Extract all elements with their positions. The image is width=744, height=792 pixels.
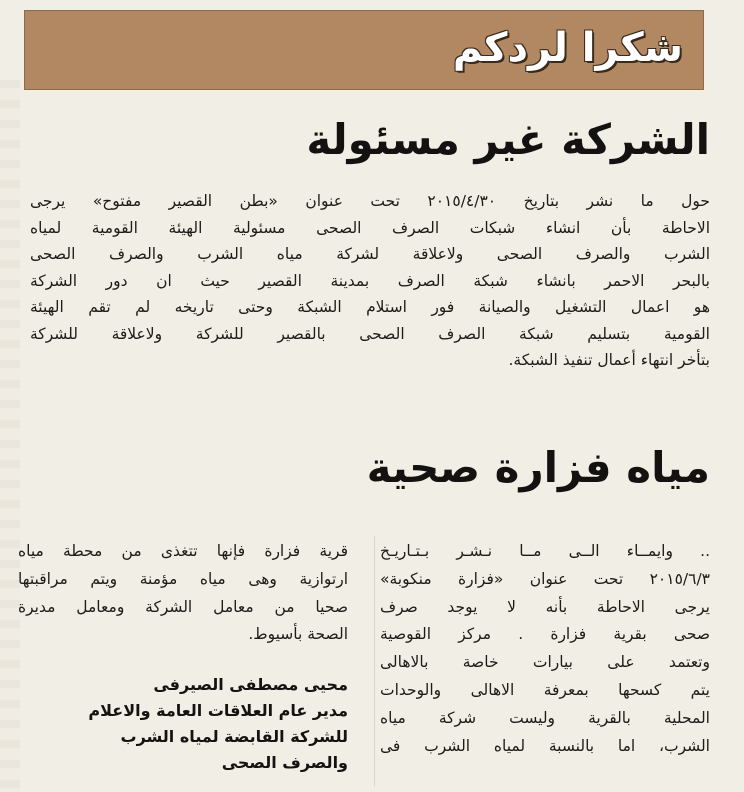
signature-name: محيى مصطفى الصيرفى (153, 675, 348, 694)
article2-line: وتعتمد على بيارات خاصة بالاهالى (380, 653, 710, 672)
section-title: شكرا لردكم (452, 25, 683, 71)
article2-headline: مياه فزارة صحية (366, 443, 710, 492)
article1-line: الاحاطة بأن انشاء شبكات الصرف الصحى مسئولية الهيئة القومية لمياه (30, 218, 710, 237)
article2-line: الشرب، اما بالنسبة لمياه الشرب فى (380, 736, 710, 755)
article2-line: ٢٠١٥/٦/٣ تحت عنوان «فزارة منكوبة» (380, 569, 710, 588)
column-divider (374, 536, 375, 786)
article2-line: صحى بقرية فزارة . مركز القوصية (380, 625, 710, 644)
show-through-strip (0, 80, 20, 792)
article1-body (30, 188, 710, 374)
article1-line: القومية بتسليم شبكة الصرف الصحى بالقصير للشركة ولاعلاقة للشركة (30, 324, 710, 343)
article1-line: بالبحر الاحمر بانشاء شبكة الصرف بمدينة القصير حيث ان دور الشركة (30, 271, 710, 290)
article1-line: بتأخر انتهاء أعمال تنفيذ الشبكة. (508, 351, 710, 369)
article2-right-column (380, 538, 710, 760)
article2-line: ارتوازية وهى مياه مؤمنة ويتم مراقبتها (18, 569, 348, 588)
article2-line: الصحة بأسيوط. (248, 625, 348, 644)
article1-line: هو اعمال التشغيل والصيانة فور استلام الشبكة وحتى تاريخه لم تقم الهيئة (30, 298, 710, 316)
article2-line: يرجى الاحاطة بأنه لا يوجد صرف (380, 597, 710, 616)
signature-org-cont: والصرف الصحى (221, 753, 348, 772)
section-header-bar (24, 10, 704, 90)
signature-block (18, 672, 348, 776)
article2-line: قرية فزارة فإنها تتغذى من محطة مياه (18, 542, 348, 560)
article2-line: يتم كسحها بمعرفة الاهالى والوحدات (380, 680, 710, 699)
article2-line: .. وايمــاء الــى مــا نـشـر بـتـاريـخ (380, 542, 710, 560)
article2-line: المحلية بالقرية وليست شركة مياه (380, 708, 710, 727)
signature-title: مدير عام العلاقات العامة والاعلام (88, 701, 348, 720)
signature-org: للشركة القابضة لمياه الشرب (120, 727, 348, 746)
article1-line: الشرب والصرف الصحى ولاعلاقة لشركة مياه الشرب والصرف الصحى (30, 245, 710, 263)
article2-line: صحيا من معامل الشركة ومعامل مديرة (18, 597, 348, 616)
article2-left-column (18, 538, 348, 649)
article1-line: حول ما نشر بتاريخ ٢٠١٥/٤/٣٠ تحت عنوان «بطن القصير مفتوح» يرجى (30, 192, 711, 210)
article1-headline: الشركة غير مسئولة (306, 115, 710, 164)
